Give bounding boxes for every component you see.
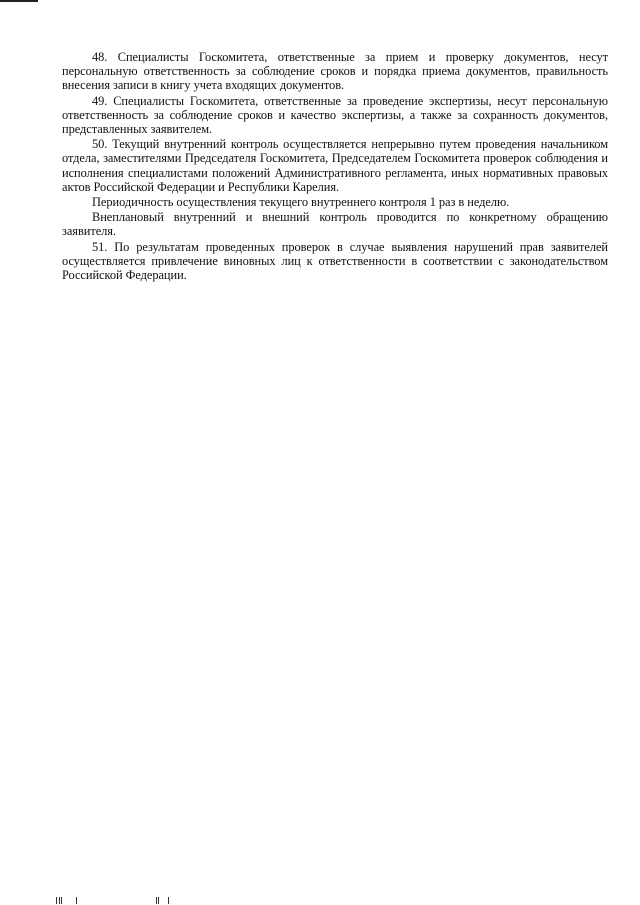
footer-tick (59, 897, 60, 904)
footer-tick (61, 897, 62, 904)
footer-tick (56, 897, 57, 904)
paragraph-50: 50. Текущий внутренний контроль осуществляется непрерывно путем проведения начальником отдела, заместителями Председателя Госкомитета, Председателем Госкомитета проверок соблюдения и исполнения специалистами положений Административного регламента, иных нормативных правовых актов Российской Федерации и Республики Карелия. (62, 137, 608, 194)
footer-tick (158, 897, 159, 904)
top-edge-mark (0, 0, 38, 2)
paragraph-49: 49. Специалисты Госкомитета, ответственные за проведение экспертизы, несут персональную ответственность за соблюдение сроков и качество экспертизы, а также за сохранность документов, представленных заявителем. (62, 93, 608, 137)
document-body (62, 50, 608, 283)
footer-tick (168, 897, 169, 904)
footer-scan-marks (56, 897, 196, 905)
paragraph-unscheduled-control: Внеплановый внутренний и внешний контроль проводится по конкретному обращению заявителя. (62, 210, 608, 239)
paragraph-48: 48. Специалисты Госкомитета, ответственные за прием и проверку документов, несут персональную ответственность за соблюдение сроков и порядка приема документов, правильность внесения записи в книгу учета входящих документов. (62, 50, 608, 93)
footer-tick (76, 897, 77, 904)
paragraph-periodicity: Периодичность осуществления текущего внутреннего контроля 1 раз в неделю. (92, 195, 510, 210)
footer-tick (156, 897, 157, 904)
paragraph-51: 51. По результатам проведенных проверок в случае выявления нарушений прав заявителей осуществляется привлечение виновных лиц к ответственности в соответствии с законодательством Российской Федерации. (62, 239, 608, 283)
